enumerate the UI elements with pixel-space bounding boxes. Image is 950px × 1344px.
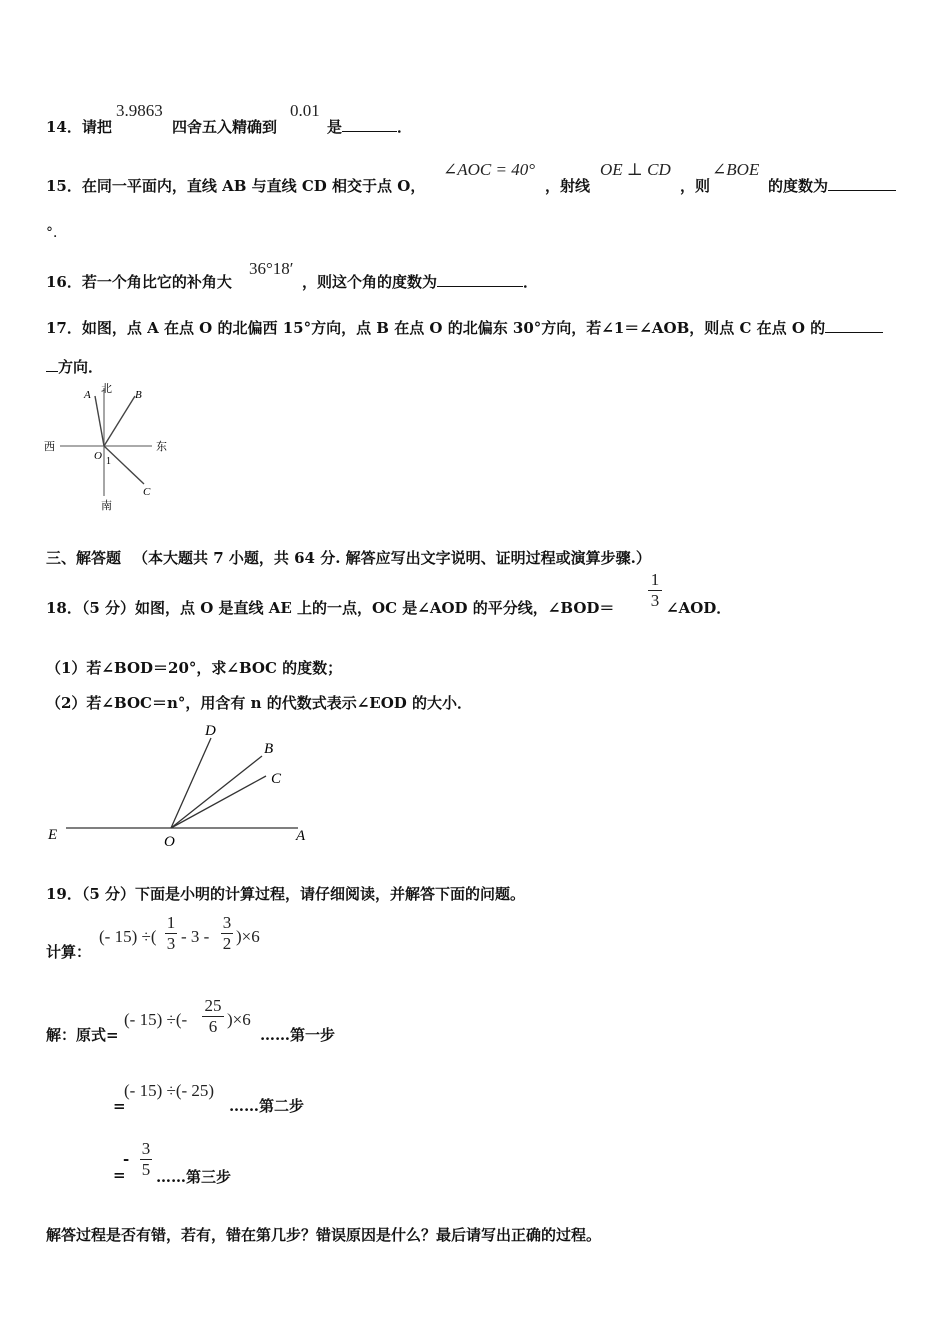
q18-fraction: 1 3 bbox=[648, 571, 662, 610]
label-b: B bbox=[264, 741, 274, 757]
q18-head: 18．（5 分）如图，点 O 是直线 AE 上的一点，OC 是∠AOD 的平分线，∠BOD＝ bbox=[46, 599, 615, 617]
q19-step3-frac: 3 5 bbox=[141, 1139, 151, 1179]
label-south: 南 bbox=[101, 500, 112, 512]
label-d: D bbox=[205, 723, 216, 739]
label-o: O bbox=[164, 834, 175, 850]
q17-line2: 方向． bbox=[46, 356, 103, 377]
answer-blank[interactable] bbox=[828, 176, 896, 191]
q17-line1: 17．如图，点 A 在点 O 的北偏西 15°方向，点 B 在点 O 的北偏东 30°方向，若∠1＝∠AOB，则点 C 在点 O 的 bbox=[46, 317, 883, 338]
q14-mid: 四舍五入精确到 bbox=[172, 118, 278, 136]
q18-part2: （2）若∠BOC＝n°，用含有 n 的代数式表示∠EOD 的大小． bbox=[46, 694, 473, 712]
ray-ob bbox=[171, 756, 262, 828]
q19-calc-label: 计算： bbox=[46, 943, 92, 961]
answer-blank[interactable] bbox=[342, 117, 397, 132]
q19-solution-label: 解：原式= bbox=[46, 1026, 119, 1044]
q14-value: 3.9863 bbox=[116, 101, 163, 120]
q19-eq2: = bbox=[113, 1097, 126, 1115]
label-north: 北 bbox=[101, 383, 112, 395]
q19-calc-frac1: 1 3 bbox=[166, 913, 176, 953]
q19-step1-frac: 25 6 bbox=[202, 997, 224, 1036]
label-b: B bbox=[135, 389, 142, 401]
answer-blank[interactable] bbox=[825, 318, 883, 333]
label-west: 西 bbox=[44, 441, 55, 453]
q14-tail: 是 ． bbox=[327, 118, 413, 136]
q19-step1-label: ……第一步 bbox=[260, 1026, 336, 1044]
q18-angle-figure bbox=[40, 718, 330, 853]
ray-od bbox=[171, 738, 211, 828]
q17-direction-figure bbox=[40, 378, 180, 513]
q15-label: 15．在同一平面内，直线 AB 与直线 CD 相交于点 O， bbox=[46, 177, 426, 195]
label-c: C bbox=[143, 486, 151, 498]
label-a: A bbox=[296, 828, 306, 844]
q19-head: 19．（5 分）下面是小明的计算过程，请仔细阅读，并解答下面的问题。 bbox=[46, 885, 526, 903]
q18-part1: （1）若∠BOD＝20°，求∠BOC 的度数； bbox=[46, 659, 343, 677]
q15-math-perp: OE ⊥ CD bbox=[600, 160, 671, 179]
q19-step1-part-b: )×6 bbox=[227, 1010, 251, 1029]
label-o: O bbox=[94, 450, 102, 462]
q19-step2-expr: (- 15) ÷(- 25) bbox=[124, 1081, 215, 1100]
label-a: A bbox=[84, 389, 91, 401]
q15-math-aoc: ∠AOC = 40° bbox=[443, 160, 536, 179]
q16-tail: ，则这个角的度数为 ． bbox=[302, 273, 539, 291]
q19-step3-minus: - bbox=[123, 1150, 130, 1168]
q19-calc-part-b: - 3 - bbox=[181, 927, 210, 946]
q15-tail: 的度数为 bbox=[768, 175, 896, 196]
ray-oc bbox=[171, 776, 266, 828]
q16-label: 16．若一个角比它的补角大 bbox=[46, 273, 232, 291]
ray-oa bbox=[95, 396, 104, 446]
q15-mid2: ，则 bbox=[680, 177, 711, 195]
q16-math: 36°18′ bbox=[249, 259, 294, 278]
answer-blank[interactable] bbox=[46, 357, 58, 372]
q18-tail: ∠AOD． bbox=[666, 599, 732, 617]
label-e: E bbox=[48, 827, 58, 843]
q19-final-question: 解答过程是否有错，若有，错在第几步？错误原因是什么？最后请写出正确的过程。 bbox=[46, 1226, 602, 1244]
q14-label: 14．请把 bbox=[46, 118, 112, 136]
q19-calc-part-c: )×6 bbox=[236, 927, 260, 946]
q19-calc-part-a: (- 15) ÷( bbox=[99, 927, 157, 946]
q15-mid1: ，射线 bbox=[545, 177, 591, 195]
ray-ob bbox=[104, 396, 135, 446]
q19-step3-label: ……第三步 bbox=[156, 1168, 232, 1186]
q15-math-boe: ∠BOE bbox=[712, 160, 760, 179]
q19-step1-part-a: (- 15) ÷(- bbox=[124, 1010, 188, 1029]
label-angle-1: 1 bbox=[106, 456, 111, 467]
label-c: C bbox=[271, 771, 282, 787]
q14-precision: 0.01 bbox=[290, 101, 320, 120]
q19-eq3: = bbox=[113, 1166, 126, 1184]
q19-step2-label: ……第二步 bbox=[229, 1097, 305, 1115]
label-east: 东 bbox=[156, 441, 167, 453]
q15-line2: °． bbox=[46, 225, 67, 241]
answer-blank[interactable] bbox=[437, 272, 523, 287]
section-title: 三、解答题 （本大题共 7 小题，共 64 分. 解答应写出文字说明、证明过程或演算步骤.） bbox=[46, 549, 651, 567]
q19-calc-frac2: 3 2 bbox=[222, 913, 232, 953]
